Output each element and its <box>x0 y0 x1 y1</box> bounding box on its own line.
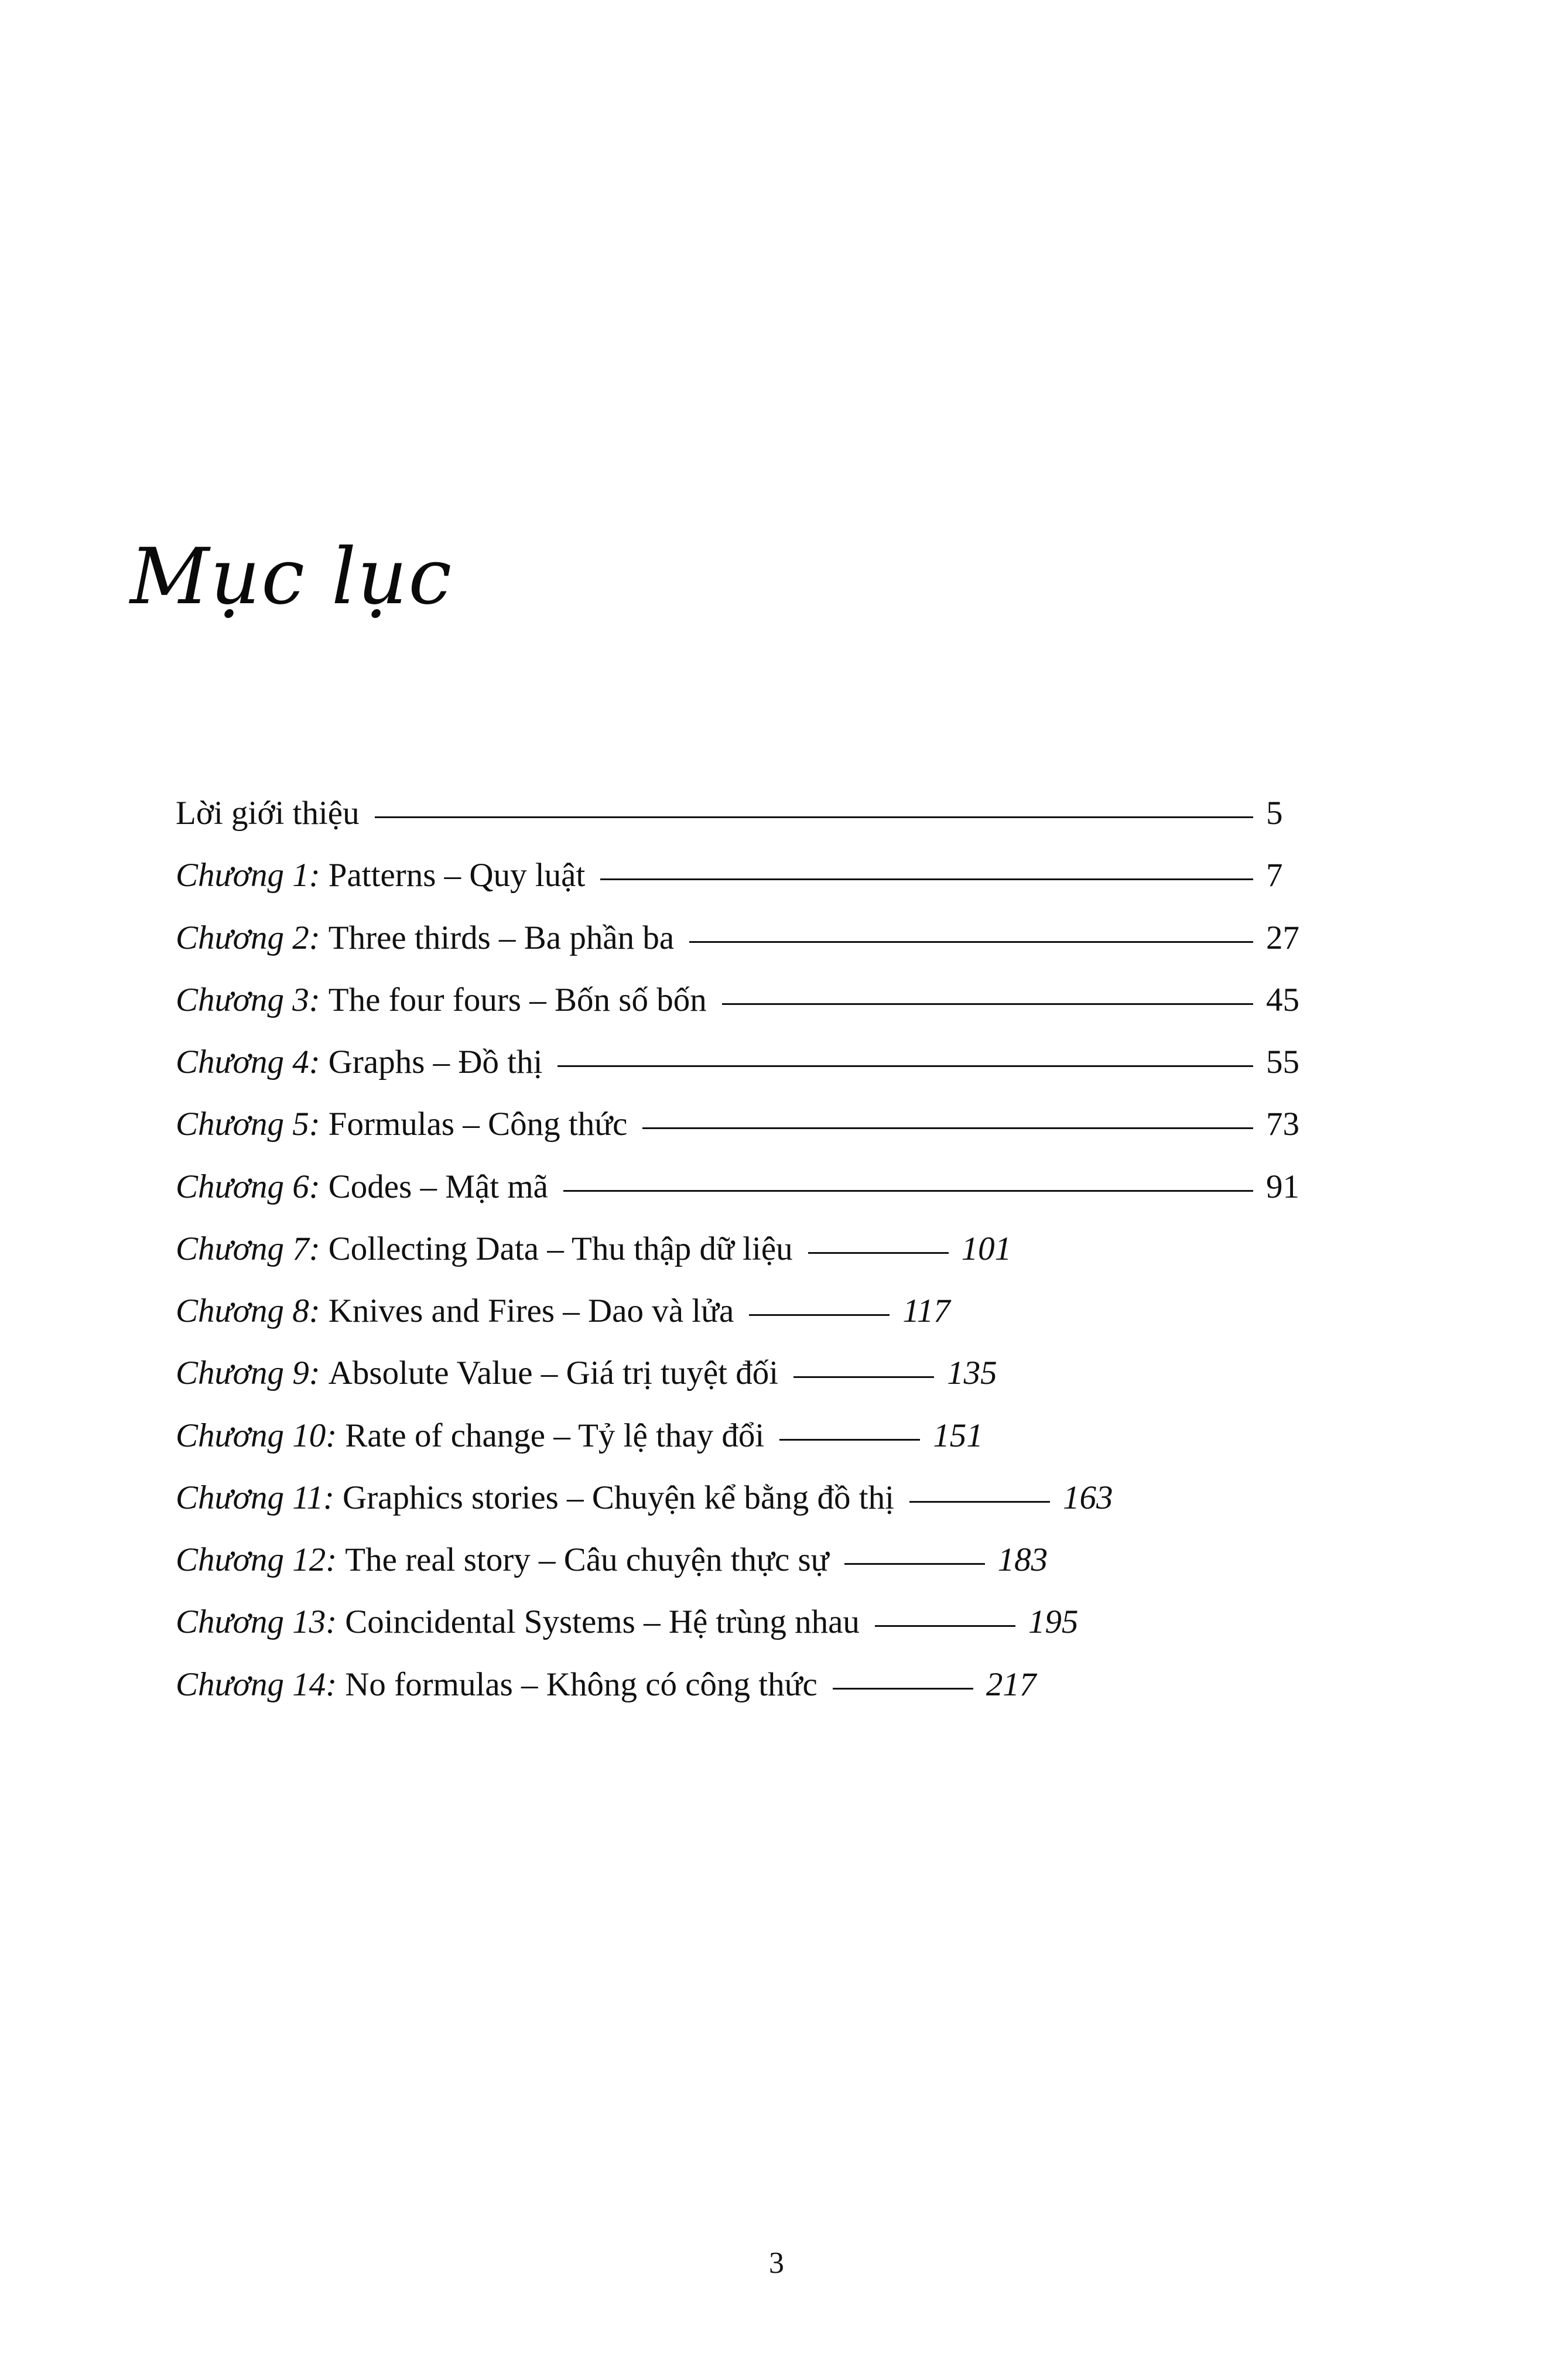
toc-entry-title: Coincidental Systems – Hệ trùng nhau <box>345 1603 860 1641</box>
toc-entry-label <box>176 918 674 958</box>
toc-entry-title: Codes – Mật mã <box>328 1168 548 1205</box>
toc-page-number: 5 <box>1266 795 1283 832</box>
toc-page-number: 217 <box>986 1666 1037 1703</box>
toc-entry[interactable] <box>176 1478 1341 1517</box>
toc-entry-label <box>176 1291 734 1331</box>
toc-page-number: 117 <box>902 1292 950 1329</box>
toc-entry-label <box>176 980 707 1020</box>
toc-entry-label <box>176 1665 817 1704</box>
toc-entry[interactable] <box>176 794 1341 833</box>
toc-chapter-number: Chương 12: <box>176 1541 337 1578</box>
toc-page-number: 151 <box>933 1417 983 1454</box>
toc-page-number: 73 <box>1266 1106 1299 1143</box>
toc-dot-leader <box>844 1570 985 1571</box>
toc-chapter-number: Chương 9: <box>176 1355 320 1392</box>
toc-page-number: 27 <box>1266 919 1299 956</box>
toc-entry-label <box>176 1416 764 1455</box>
toc-entry[interactable] <box>176 980 1341 1020</box>
toc-entry-label <box>176 1229 793 1268</box>
toc-entry-title: Graphics stories – Chuyện kể bằng đồ thị <box>343 1479 894 1516</box>
toc-entry-title: The real story – Câu chuyện thực sự <box>345 1541 829 1578</box>
toc-entry-label <box>176 1478 894 1517</box>
toc-page-number: 45 <box>1266 981 1299 1018</box>
toc-page-number: 7 <box>1266 857 1283 894</box>
table-of-contents <box>176 794 1341 1727</box>
page-folio: 3 <box>769 2246 784 2280</box>
toc-entry[interactable] <box>176 1042 1341 1082</box>
toc-entry[interactable] <box>176 1229 1341 1268</box>
toc-entry[interactable] <box>176 856 1341 895</box>
toc-chapter-number: Chương 10: <box>176 1417 337 1454</box>
toc-dot-leader <box>909 1508 1050 1509</box>
toc-page-number: 183 <box>997 1541 1048 1578</box>
toc-entry-title: Collecting Data – Thu thập dữ liệu <box>328 1230 793 1267</box>
toc-dot-leader <box>749 1321 890 1322</box>
toc-dot-leader <box>563 1197 1253 1198</box>
toc-chapter-number: Chương 6: <box>176 1168 320 1205</box>
toc-chapter-number: Chương 4: <box>176 1044 320 1080</box>
toc-dot-leader <box>689 948 1253 949</box>
page-title: Mục lục <box>130 532 453 623</box>
toc-entry-title: No formulas – Không có công thức <box>345 1666 817 1703</box>
toc-page-number: 91 <box>1266 1168 1299 1205</box>
toc-chapter-number: Chương 2: <box>176 919 320 956</box>
toc-entry-title: The four fours – Bốn số bốn <box>328 981 707 1018</box>
toc-page-number: 163 <box>1062 1479 1113 1516</box>
toc-dot-leader <box>722 1010 1253 1011</box>
toc-dot-leader <box>875 1632 1015 1633</box>
toc-entry-label <box>176 1042 542 1082</box>
toc-entry[interactable] <box>176 1104 1341 1144</box>
toc-entry-title: Graphs – Đồ thị <box>328 1044 543 1080</box>
toc-entry[interactable] <box>176 1602 1341 1642</box>
toc-entry[interactable] <box>176 1416 1341 1455</box>
toc-dot-leader <box>642 1134 1253 1135</box>
toc-chapter-number: Chương 11: <box>176 1479 335 1516</box>
toc-page-number: 195 <box>1028 1603 1079 1641</box>
toc-entry-label <box>176 794 360 833</box>
toc-dot-leader <box>793 1383 934 1384</box>
toc-page-number: 135 <box>947 1355 997 1392</box>
toc-entry[interactable] <box>176 1291 1341 1331</box>
toc-entry-title: Rate of change – Tỷ lệ thay đổi <box>345 1417 765 1454</box>
toc-chapter-number: Chương 3: <box>176 981 320 1018</box>
toc-page-number: 101 <box>961 1230 1012 1267</box>
toc-chapter-number: Chương 1: <box>176 857 320 894</box>
toc-entry[interactable] <box>176 1167 1341 1206</box>
toc-entry-label <box>176 1104 627 1144</box>
toc-entry-title: Formulas – Công thức <box>328 1106 628 1143</box>
toc-chapter-number: Chương 5: <box>176 1106 320 1143</box>
toc-entry-title: Three thirds – Ba phần ba <box>328 919 675 956</box>
toc-chapter-number: Chương 14: <box>176 1666 337 1703</box>
toc-entry-label <box>176 1353 778 1393</box>
toc-chapter-number: Chương 7: <box>176 1230 320 1267</box>
toc-entry-title: Knives and Fires – Dao và lửa <box>328 1292 734 1329</box>
toc-entry[interactable] <box>176 918 1341 958</box>
toc-chapter-number: Chương 13: <box>176 1603 337 1641</box>
toc-entry-title: Absolute Value – Giá trị tuyệt đối <box>328 1355 779 1392</box>
toc-entry-title: Patterns – Quy luật <box>328 857 586 894</box>
toc-entry-label <box>176 1167 548 1206</box>
toc-entry-label <box>176 1540 829 1579</box>
toc-dot-leader <box>375 823 1253 824</box>
toc-entry[interactable] <box>176 1665 1341 1704</box>
toc-dot-leader <box>600 885 1253 886</box>
toc-dot-leader <box>779 1446 920 1447</box>
toc-dot-leader <box>808 1259 949 1260</box>
toc-entry[interactable] <box>176 1540 1341 1579</box>
toc-entry-label <box>176 856 585 895</box>
toc-chapter-number: Chương 8: <box>176 1292 320 1329</box>
toc-dot-leader <box>557 1072 1253 1073</box>
toc-entry-label <box>176 1602 860 1642</box>
toc-entry[interactable] <box>176 1353 1341 1393</box>
toc-entry-title: Lời giới thiệu <box>176 795 360 832</box>
toc-page-number: 55 <box>1266 1044 1299 1080</box>
